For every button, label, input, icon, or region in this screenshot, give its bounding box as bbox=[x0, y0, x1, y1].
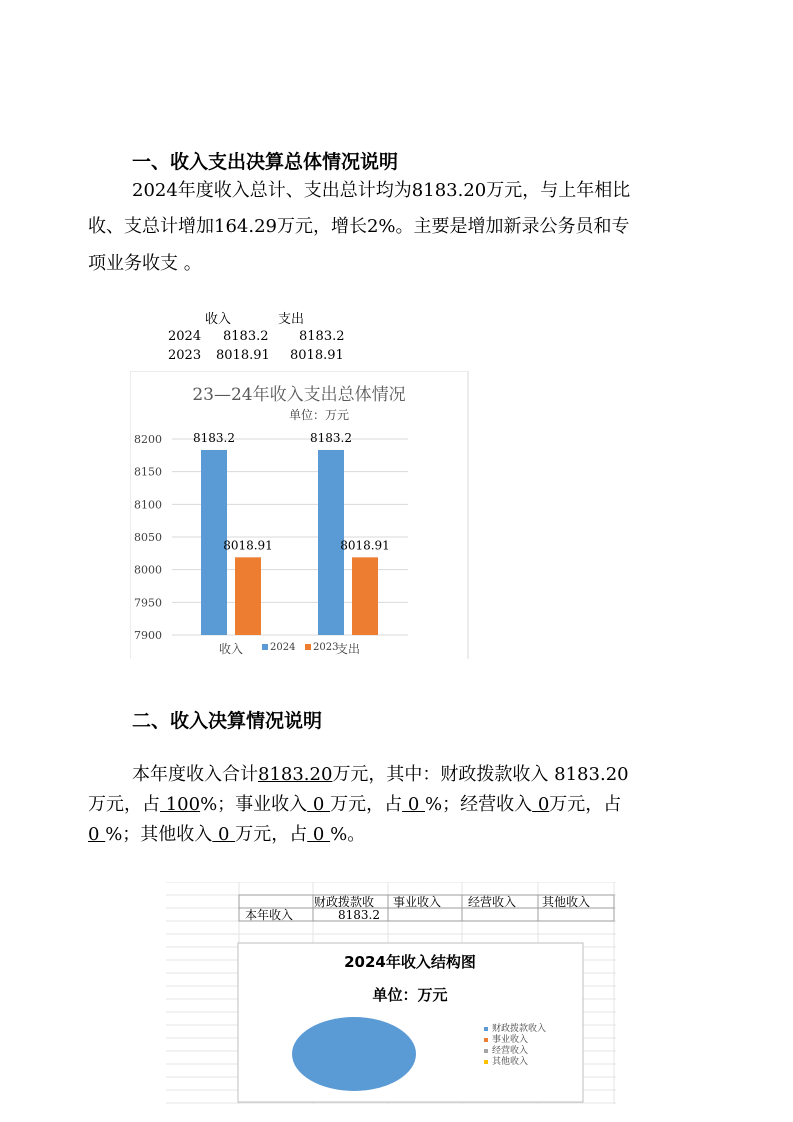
pie-chart-title: 2024年收入结构图 bbox=[344, 953, 476, 971]
bar-data-label: 8018.91 bbox=[223, 538, 273, 553]
table-row-year: 2024 bbox=[168, 329, 202, 344]
bar-data-label: 8018.91 bbox=[340, 538, 390, 553]
spreadsheet-region bbox=[166, 882, 616, 1104]
legend-label: 事业收入 bbox=[492, 1035, 529, 1045]
section1-heading: 一、收入支出决算总体情况说明 bbox=[132, 151, 399, 173]
bar-chart bbox=[130, 371, 469, 659]
bar-data-label: 8183.2 bbox=[193, 430, 235, 445]
y-tick-label: 7900 bbox=[134, 629, 162, 642]
table-row-expense: 8018.91 bbox=[290, 348, 344, 363]
legend-swatch bbox=[484, 1049, 488, 1053]
table-header-income: 收入 bbox=[205, 312, 232, 327]
y-tick-label: 7950 bbox=[134, 596, 162, 610]
chart-title: 23—24年收入支出总体情况 bbox=[192, 385, 406, 405]
legend-label: 其他收入 bbox=[492, 1057, 529, 1067]
bar-2023-1 bbox=[352, 557, 378, 635]
table-header-expense: 支出 bbox=[278, 312, 305, 327]
legend-label: 2024 bbox=[270, 642, 296, 653]
row-value: 8183.2 bbox=[338, 908, 380, 922]
table-row-expense: 8183.2 bbox=[299, 329, 345, 344]
section1-line1: 2024年度收入总计、支出总计均为8183.20万元，与上年相比 bbox=[132, 180, 631, 201]
y-tick-label: 8150 bbox=[134, 465, 162, 479]
section2-line1: 本年度收入合计8183.20万元，其中：财政拨款收入 8183.20 bbox=[132, 764, 629, 785]
pie-chart-subtitle: 单位：万元 bbox=[372, 986, 448, 1004]
y-tick-label: 8100 bbox=[134, 498, 162, 512]
section2-line2: 万元，占 100%；事业收入 0 万元，占 0 %；经营收入 0万元，占 bbox=[88, 794, 622, 815]
legend-label: 财政拨款收入 bbox=[492, 1024, 547, 1034]
chart-subtitle: 单位：万元 bbox=[288, 408, 350, 422]
section2-line3: 0 %；其他收入 0 万元，占 0 %。 bbox=[88, 824, 366, 845]
legend-label: 2023 bbox=[313, 642, 339, 653]
table-header: 经营收入 bbox=[468, 895, 517, 909]
legend-swatch-2023 bbox=[305, 644, 311, 650]
section1-line3: 项业务收支 。 bbox=[88, 253, 202, 274]
legend-swatch bbox=[484, 1060, 488, 1064]
section1-line2: 收、支总计增加164.29万元，增长2%。主要是增加新录公务员和专 bbox=[88, 216, 630, 237]
y-tick-label: 8200 bbox=[134, 433, 162, 446]
legend-swatch bbox=[484, 1038, 488, 1042]
table-header: 事业收入 bbox=[393, 895, 442, 909]
pie-slice bbox=[292, 1017, 416, 1091]
table-row-year: 2023 bbox=[168, 348, 202, 363]
legend-swatch-2024 bbox=[262, 644, 268, 650]
table-header: 财政拨款收 bbox=[314, 895, 375, 909]
row-label: 本年收入 bbox=[245, 908, 294, 922]
y-tick-label: 8050 bbox=[134, 531, 162, 544]
legend-label: 经营收入 bbox=[492, 1046, 529, 1056]
bar-data-label: 8183.2 bbox=[310, 430, 352, 445]
table-header: 其他收入 bbox=[542, 895, 591, 909]
y-tick-label: 8000 bbox=[134, 563, 162, 577]
category-label: 支出 bbox=[335, 642, 361, 656]
table-row-income: 8183.2 bbox=[223, 329, 269, 344]
section2-heading: 二、收入决算情况说明 bbox=[132, 710, 323, 732]
legend-swatch bbox=[484, 1027, 488, 1031]
table-row-income: 8018.91 bbox=[216, 348, 270, 363]
bar-2023-0 bbox=[235, 557, 261, 635]
category-label: 收入 bbox=[218, 642, 244, 656]
